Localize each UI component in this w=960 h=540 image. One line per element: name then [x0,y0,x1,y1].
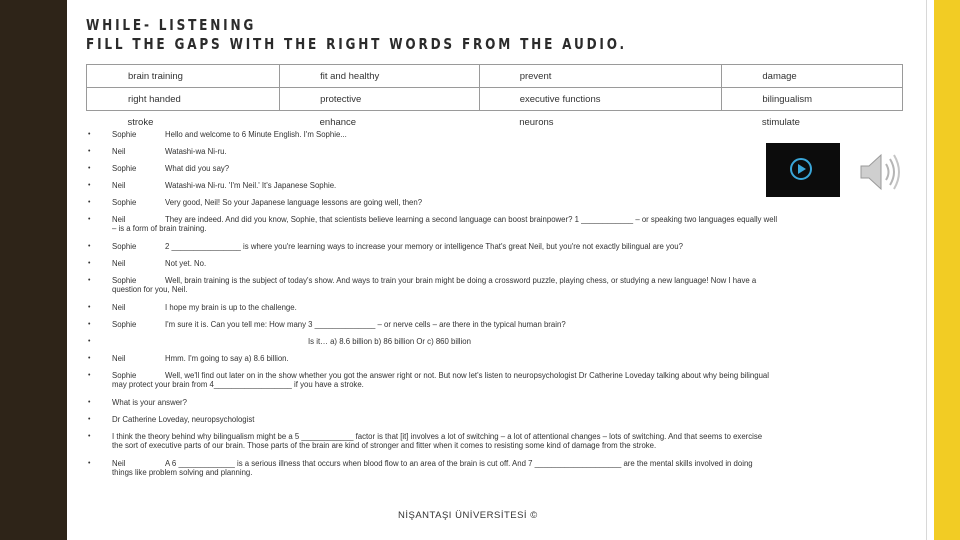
dialogue-text: I'm sure it is. Can you tell me: How many 3 ______________ – or nerve cells – are there in the typical human brain? [165,320,566,329]
word-bank-table [86,64,903,133]
speaker-name: Sophie [112,371,137,380]
word-cell: right handed [87,88,280,111]
word-cell: enhance [319,116,357,128]
bullet-marker: • [88,182,91,189]
left-decor-bar [0,0,67,540]
dialogue-text: Dr Catherine Loveday, neuropsychologist [112,415,255,424]
dialogue-text: Well, brain training is the subject of today's show. And ways to train your brain might be doing a crossword puzzle, playing chess, or studying a new language! Now I have a [165,276,757,285]
bullet-marker: • [88,460,91,467]
word-cell: protective [280,88,480,111]
bullet-marker: • [88,243,91,250]
dialogue-text: Well, we'll find out later on in the show whether you got the answer right or not. But now let's listen to neuropsychologist Dr Catherine Loveday talking about why being bilingual [165,371,769,380]
word-cell: prevent [479,65,722,88]
word-bank-row [87,88,903,111]
bullet-marker: • [88,338,91,345]
speaker-name: Sophie [112,320,137,329]
dialogue-text: What is your answer? [112,398,187,407]
word-cell: executive functions [479,88,722,111]
dialogue-text: Very good, Neil! So your Japanese language lessons are going well, then? [165,198,423,207]
speaker-name: Neil [112,181,126,190]
bullet-marker: • [88,131,91,138]
word-bank-row [87,65,903,88]
speaker-name: Sophie [112,130,137,139]
bullet-marker: • [88,165,91,172]
dialogue-continuation: – is a form of brain training. [112,224,207,233]
dialogue-text: I think the theory behind why bilingualism might be a 5 ____________ factor is that [it] involves a lot of switching – a lot of attentional changes – lots of switching. And that seems to exercise [112,432,763,441]
speaker-name: Neil [112,259,126,268]
word-cell: bilingualism [722,88,903,111]
word-cell: fit and healthy [280,65,480,88]
speaker-name: Sophie [112,164,137,173]
title-line-1: WHILE- LISTENING [86,16,257,34]
title-line-2: FILL THE GAPS WITH THE RIGHT WORDS FROM THE AUDIO. [86,35,627,53]
dialogue-text: Hmm. I'm going to say a) 8.6 billion. [165,354,289,363]
dialogue-text: Not yet. No. [165,259,207,268]
bullet-marker: • [88,321,91,328]
play-icon[interactable] [790,158,812,180]
word-cell: neurons [519,116,554,128]
dialogue-text: Watashi-wa Ni-ru. 'I'm Neil.' It's Japanese Sophie. [165,181,337,190]
word-cell: stroke [127,116,154,128]
speaker-icon[interactable] [855,150,903,194]
dialogue-text: They are indeed. And did you know, Sophie, that scientists believe learning a second language can boost brainpower? 1 ____________ – or speaking two languages equally well [165,215,778,224]
dialogue-continuation: question for you, Neil. [112,285,188,294]
bullet-marker: • [88,355,91,362]
right-accent-bar [934,0,960,540]
right-divider [926,0,927,540]
bullet-marker: • [88,260,91,267]
dialogue-text: What did you say? [165,164,230,173]
bullet-marker: • [88,433,91,440]
speaker-name: Sophie [112,242,137,251]
speaker-name: Neil [112,303,126,312]
dialogue-continuation: the sort of executive parts of our brain. Those parts of the brain are kind of stronger and fitter when it comes to resisting some kind of damage from the stroke. [112,441,657,450]
speaker-name: Neil [112,215,126,224]
word-cell: stimulate [761,116,800,128]
dialogue-text: 2 ________________ is where you're learning ways to increase your memory or intelligence That's great Neil, but you're not exactly bilingual are you? [165,242,683,251]
bullet-marker: • [88,372,91,379]
dialogue-continuation: may protect your brain from 4__________________ if you have a stroke. [112,380,364,389]
bullet-marker: • [88,216,91,223]
bullet-marker: • [88,416,91,423]
dialogue-continuation: things like problem solving and planning. [112,468,253,477]
bullet-marker: • [88,199,91,206]
bullet-marker: • [88,277,91,284]
dialogue-text: Watashi-wa Ni-ru. [165,147,227,156]
speaker-name: Sophie [112,198,137,207]
dialogue-text: Hello and welcome to 6 Minute English. I'm Sophie... [165,130,347,139]
bullet-marker: • [88,399,91,406]
word-cell: damage [722,65,903,88]
bullet-marker: • [88,304,91,311]
speaker-name: Sophie [112,276,137,285]
dialogue-text: Is it… a) 8.6 billion b) 86 billion Or c) 860 billion [308,337,471,346]
word-cell: brain training [87,65,280,88]
bullet-marker: • [88,148,91,155]
speaker-name: Neil [112,459,126,468]
audio-player[interactable] [766,143,840,197]
footer-text: NİŞANTAŞI ÜNİVERSİTESİ © [398,510,538,521]
speaker-name: Neil [112,147,126,156]
speaker-name: Neil [112,354,126,363]
dialogue-text: I hope my brain is up to the challenge. [165,303,297,312]
slide-title [86,16,627,54]
dialogue-text: A 6 _____________ is a serious illness that occurs when blood flow to an area of the brain is cut off. And 7 ____________________ are the mental skills involved in doing [165,459,753,468]
